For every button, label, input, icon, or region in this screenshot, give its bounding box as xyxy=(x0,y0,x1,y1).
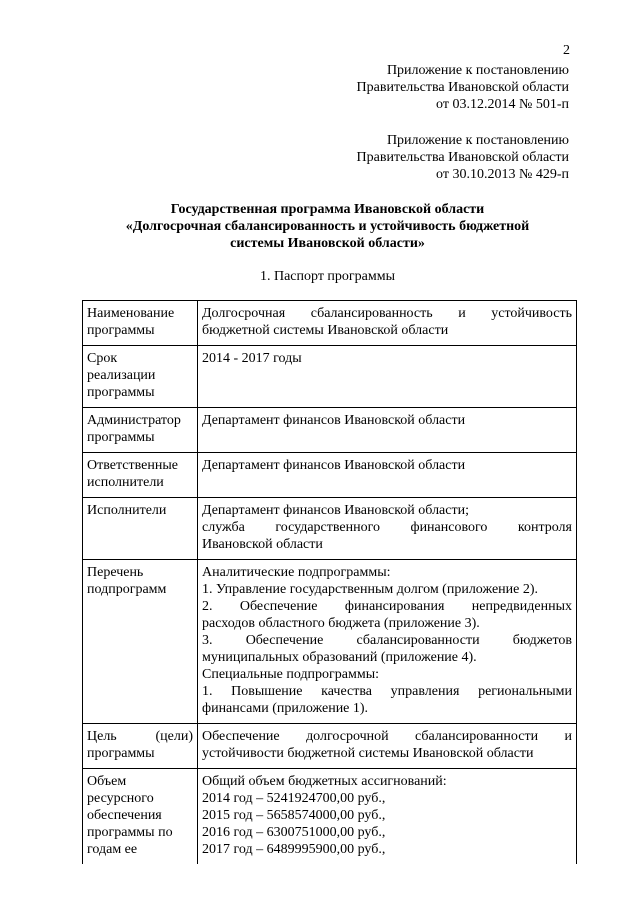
row-value xyxy=(198,560,577,724)
key-line: Ответственные xyxy=(87,458,178,473)
title-line: Государственная программа Ивановской области xyxy=(170,202,485,217)
table-row xyxy=(83,498,577,560)
key-line: годам ее xyxy=(87,842,138,857)
key-line: Перечень xyxy=(87,565,144,580)
value-line: Аналитические подпрограммы: xyxy=(202,565,391,580)
title-line: «Долгосрочная сбалансированность и устойчивость бюджетной xyxy=(125,219,530,234)
row-key xyxy=(83,769,198,865)
appendix-line: от 30.10.2013 № 429-п xyxy=(436,167,569,182)
table-row xyxy=(83,560,577,724)
table-row xyxy=(83,408,577,453)
value-line: 1. Повышение качества управления региональными xyxy=(202,684,572,699)
row-value xyxy=(198,498,577,560)
row-value xyxy=(198,346,577,408)
key-line: программы xyxy=(87,430,155,445)
key-line: обеспечения xyxy=(87,808,162,823)
value-line: 2015 год – 5658574000,00 руб., xyxy=(202,808,386,823)
document-title xyxy=(80,201,575,252)
value-line: муниципальных образований (приложение 4). xyxy=(202,650,477,665)
value-line: Департамент финансов Ивановской области xyxy=(202,413,466,428)
row-value xyxy=(198,301,577,346)
value-line: Обеспечение долгосрочной сбалансированности и xyxy=(202,729,572,744)
value-line: Ивановской области xyxy=(202,537,323,552)
row-key xyxy=(83,408,198,453)
value-line: 2014 - 2017 годы xyxy=(202,351,302,366)
value-line: Специальные подпрограммы: xyxy=(202,667,380,682)
appendix-line: Правительства Ивановской области xyxy=(356,150,569,165)
value-line: расходов областного бюджета (приложение 3). xyxy=(202,616,480,631)
key-line: подпрограмм xyxy=(87,582,167,597)
title-line: системы Ивановской области» xyxy=(230,236,425,251)
value-line: Общий объем бюджетных ассигнований: xyxy=(202,774,447,789)
key-line: Наименование xyxy=(87,306,175,321)
value-line: Департамент финансов Ивановской области xyxy=(202,458,466,473)
table-row xyxy=(83,346,577,408)
program-passport-table xyxy=(82,300,577,864)
row-key xyxy=(83,453,198,498)
appendix-line: от 03.12.2014 № 501-п xyxy=(436,97,569,112)
value-line: 2017 год – 6489995900,00 руб., xyxy=(202,842,386,857)
value-line: служба государственного финансового контроля xyxy=(202,520,572,535)
value-line: 1. Управление государственным долгом (приложение 2). xyxy=(202,582,539,597)
value-line: финансами (приложение 1). xyxy=(202,701,369,716)
appendix-line: Приложение к постановлению xyxy=(386,63,569,78)
key-line: исполнители xyxy=(87,475,164,490)
table-row xyxy=(83,769,577,865)
key-line: программы xyxy=(87,746,155,761)
row-key xyxy=(83,724,198,769)
row-key xyxy=(83,560,198,724)
key-line: Объем xyxy=(87,774,127,789)
key-line: Срок xyxy=(87,351,118,366)
row-key xyxy=(83,498,198,560)
table-row xyxy=(83,301,577,346)
appendix-note-current xyxy=(357,62,569,113)
key-line: реализации xyxy=(87,368,156,383)
value-line: 2014 год – 5241924700,00 руб., xyxy=(202,791,386,806)
section-heading: 1. Паспорт программы xyxy=(259,269,396,284)
row-key xyxy=(83,346,198,408)
row-value xyxy=(198,453,577,498)
row-value xyxy=(198,408,577,453)
row-value xyxy=(198,724,577,769)
value-line: Долгосрочная сбалансированность и устойчивость xyxy=(202,306,572,321)
row-value xyxy=(198,769,577,865)
table-row xyxy=(83,453,577,498)
row-key xyxy=(83,301,198,346)
value-line: 2016 год – 6300751000,00 руб., xyxy=(202,825,386,840)
value-line: устойчивости бюджетной системы Ивановской области xyxy=(202,746,534,761)
appendix-note-original xyxy=(357,132,569,183)
key-line: Исполнители xyxy=(87,503,167,518)
value-line: 2. Обеспечение финансирования непредвиденных xyxy=(202,599,572,614)
key-line: программы xyxy=(87,323,155,338)
key-line: Цель (цели) xyxy=(87,729,193,744)
value-line: Департамент финансов Ивановской области; xyxy=(202,503,469,518)
value-line: 3. Обеспечение сбалансированности бюджетов xyxy=(202,633,572,648)
key-line: ресурсного xyxy=(87,791,154,806)
key-line: Администратор xyxy=(87,413,181,428)
value-line: бюджетной системы Ивановской области xyxy=(202,323,449,338)
table-row xyxy=(83,724,577,769)
page-number: 2 xyxy=(563,43,570,58)
key-line: программы xyxy=(87,385,155,400)
appendix-line: Правительства Ивановской области xyxy=(356,80,569,95)
appendix-line: Приложение к постановлению xyxy=(386,133,569,148)
key-line: программы по xyxy=(87,825,173,840)
